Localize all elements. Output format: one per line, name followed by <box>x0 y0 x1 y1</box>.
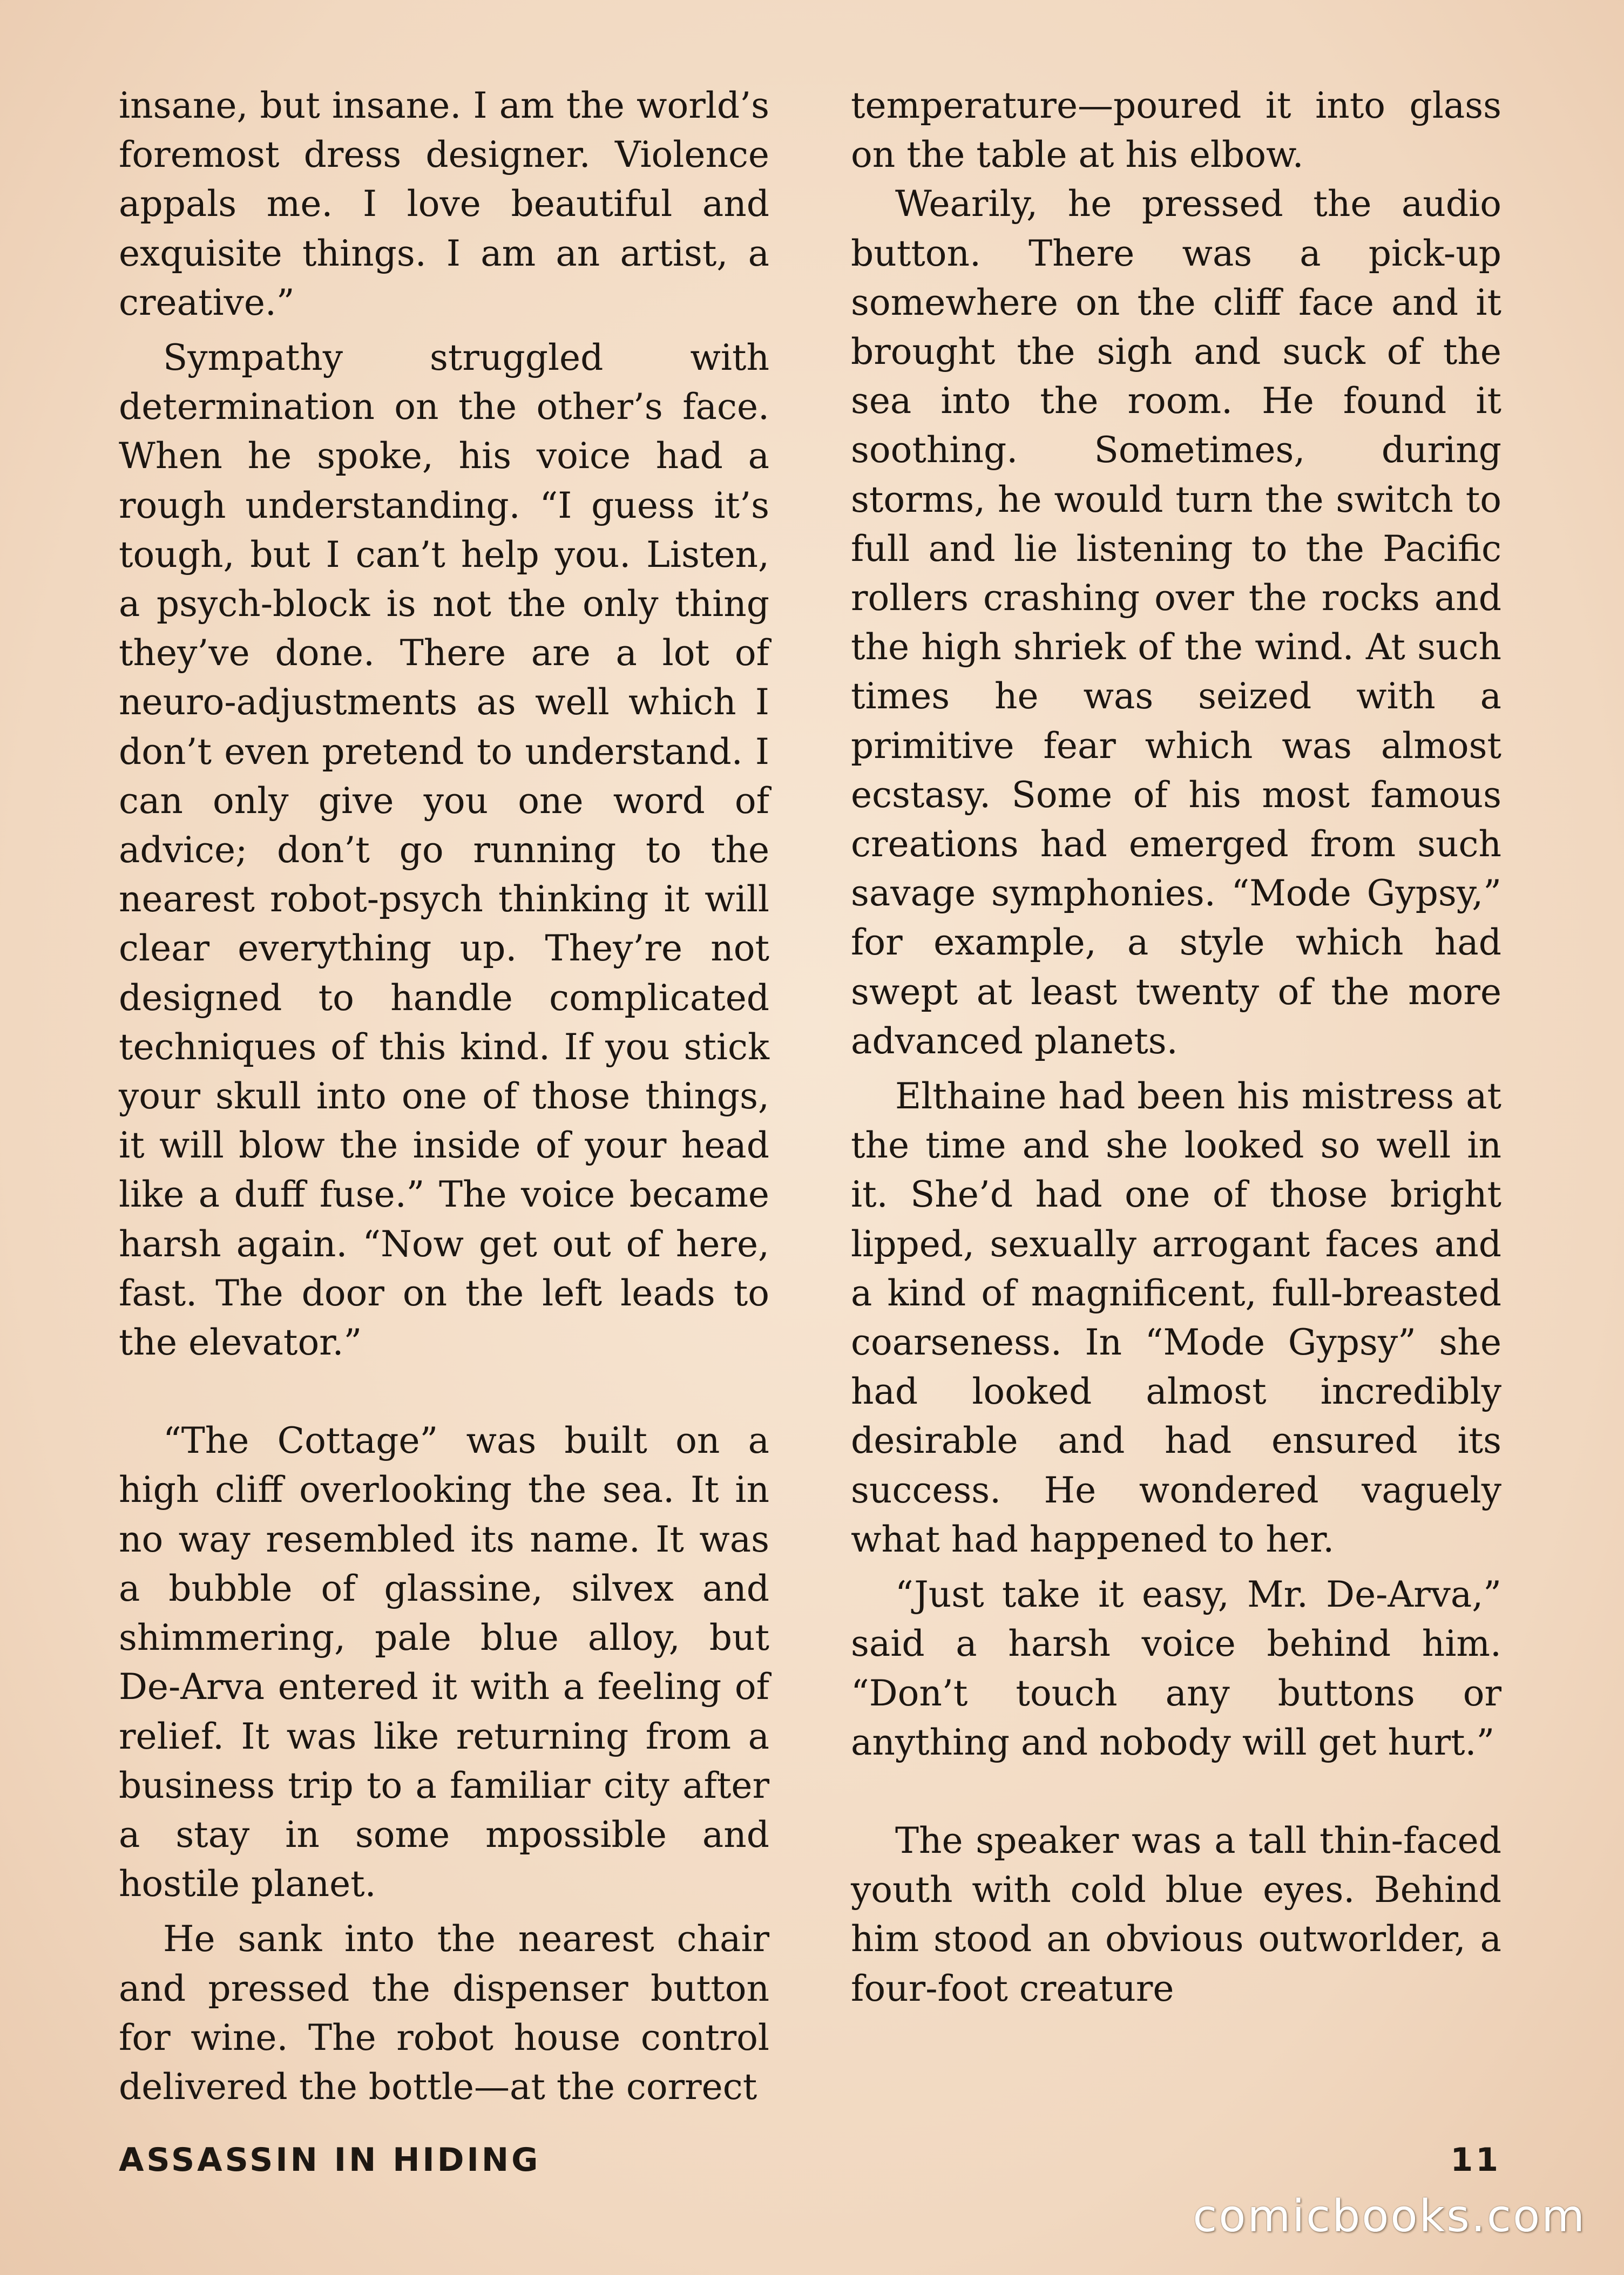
paragraph: Elthaine had been his mistress at the time and she looked so well in it. She’d had one of those bright lipped, sexually arrogant faces and a kind of magnificent, full-breasted coarseness. In “Mode Gypsy” she had looked almost incredibly desirable and had ensured its success. He wondered vaguely what had happened to her. <box>851 1075 1501 1560</box>
paragraph-section-start: The speaker was a tall thin-faced youth with cold blue eyes. Behind him stood an obvious outworlder, a four-foot creature <box>851 1819 1501 2009</box>
paragraph: Sympathy struggled with determination on the other’s face. When he spoke, his voice had a rough understanding. “I guess it’s tough, but I can’t help you. Listen, a psych-block is not the only thing they’ve done. There are a lot of neuro-adjustments as well which I don’t even pretend to understand. I can only give you one word of advice; don’t go running to the nearest robot-psych thinking it will clear everything up. They’re not designed to handle complicated techniques of this kind. If you stick your skull into one of those things, it will blow the inside of your head like a duff fuse.” The voice became harsh again. “Now get out of here, fast. The door on the left leads to the elevator.” <box>119 337 769 1364</box>
paragraph: He sank into the nearest chair and pressed the dispenser button for wine. The robot house control delivered the bottle—at the correct <box>119 1918 769 2108</box>
text-column-right <box>851 81 1501 2013</box>
site-watermark: comicbooks.com <box>1193 2191 1586 2242</box>
running-head: ASSASSIN IN HIDING <box>119 2141 541 2179</box>
text-column-left <box>119 81 769 2111</box>
paragraph-continuation: temperature—poured it into glass on the table at his elbow. <box>851 85 1501 176</box>
paragraph: Wearily, he pressed the audio button. There was a pick-up somewhere on the cliff face and it brought the sigh and suck of the sea into the room. He found it soothing. Sometimes, during storms, he would turn the switch to full and lie listening to the Pacific rollers crashing over the rocks and the high shriek of the wind. At such times he was seized with a primitive fear which was almost ecstasy. Some of his most famous creations had emerged from such savage symphonies. “Mode Gypsy,” for example, a style which had swept at least twenty of the more advanced planets. <box>851 183 1501 1062</box>
paragraph: “Just take it easy, Mr. De-Arva,” said a harsh voice behind him. “Don’t touch any buttons or anything and nobody will get hurt.” <box>851 1574 1501 1763</box>
paragraph-continuation: insane, but insane. I am the world’s foremost dress designer. Violence appals me. I love beautiful and exquisite things. I am an artist, a creative.” <box>119 85 769 323</box>
paragraph-section-start: “The Cottage” was built on a high cliff overlooking the sea. It in no way resembled its name. It was a bubble of glassine, silvex and shimmering, pale blue alloy, but De-Arva entered it with a feeling of relief. It was like returning from a business trip to a familiar city after a stay in some mpossible and hostile planet. <box>119 1420 769 1905</box>
page-number: 11 <box>1450 2141 1501 2179</box>
